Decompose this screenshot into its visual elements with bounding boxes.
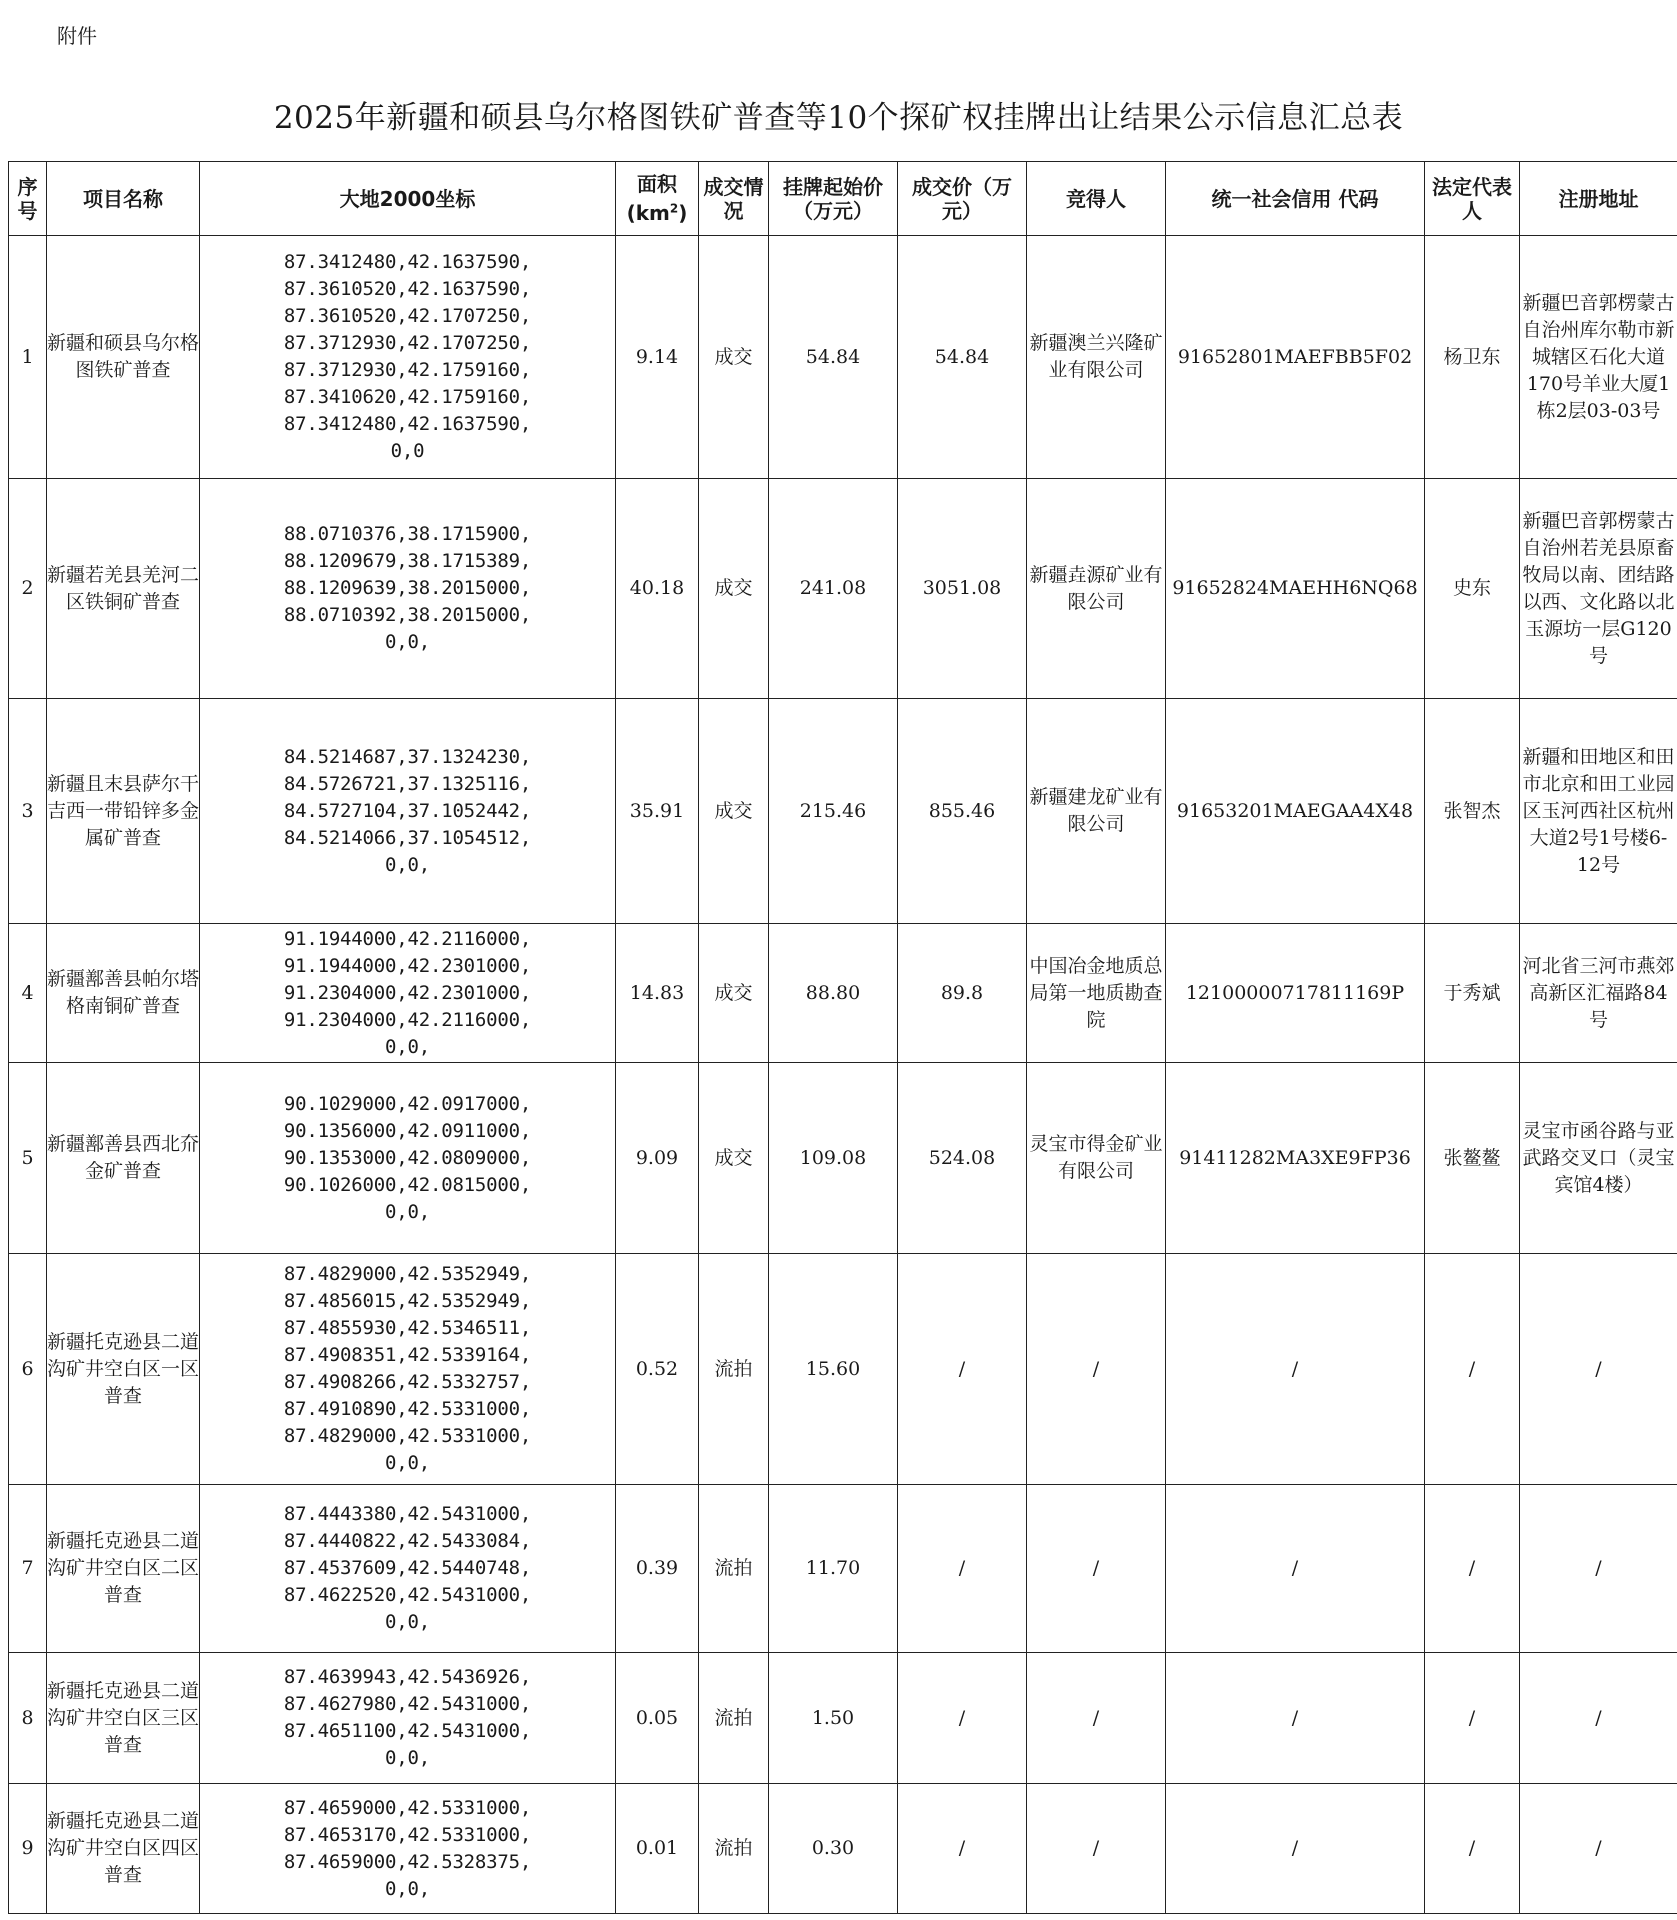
row-coordinates <box>200 924 616 1063</box>
header-winner: 竞得人 <box>1027 162 1166 236</box>
coordinate-line: 87.4627980,42.5431000, <box>283 1693 532 1715</box>
coordinate-line: 87.3610520,42.1707250, <box>283 305 532 327</box>
row-status: 流拍 <box>699 1784 769 1914</box>
header-project: 项目名称 <box>47 162 200 236</box>
results-table <box>8 161 1677 1914</box>
coordinate-line: 91.2304000,42.2116000, <box>283 1008 532 1031</box>
row-status: 成交 <box>699 699 769 924</box>
coordinate-line: 87.4908351,42.5339164, <box>283 1344 532 1366</box>
row-area: 0.05 <box>616 1653 699 1784</box>
row-status: 成交 <box>699 479 769 699</box>
header-area-unit: $(km^2)$ <box>626 200 688 225</box>
coordinate-line: 87.4653170,42.5331000, <box>283 1823 532 1846</box>
coordinate-line: 0,0, <box>385 1747 430 1769</box>
coordinate-line: 91.2304000,42.2301000, <box>283 981 532 1004</box>
row-winner: / <box>1027 1485 1166 1653</box>
row-deal-price: / <box>898 1784 1027 1914</box>
table-row <box>9 1254 1677 1485</box>
row-credit-code: / <box>1166 1254 1425 1485</box>
row-address: 新疆巴音郭楞蒙古自治州库尔勒市新城辖区石化大道170号羊业大厦1栋2层03-03号 <box>1520 236 1677 479</box>
row-area: 0.01 <box>616 1784 699 1914</box>
row-project-name: 新疆托克逊县二道沟矿井空白区三区普查 <box>47 1653 200 1784</box>
row-start-price: 54.84 <box>769 236 898 479</box>
row-start-price: 88.80 <box>769 924 898 1063</box>
row-credit-code: 91652824MAEHH6NQ68 <box>1166 479 1425 699</box>
row-project-name: 新疆若羌县羌河二区铁铜矿普查 <box>47 479 200 699</box>
row-address: / <box>1520 1254 1677 1485</box>
row-coordinates <box>200 1063 616 1254</box>
row-coordinates <box>200 479 616 699</box>
row-credit-code: / <box>1166 1653 1425 1784</box>
row-project-name: 新疆且末县萨尔干吉西一带铅锌多金属矿普查 <box>47 699 200 924</box>
row-start-price: 15.60 <box>769 1254 898 1485</box>
row-area: 9.09 <box>616 1063 699 1254</box>
coordinate-line: 0,0, <box>385 1611 430 1633</box>
row-coordinates <box>200 1653 616 1784</box>
row-legal-rep: 张鳌鳌 <box>1425 1063 1520 1254</box>
row-seq: 3 <box>9 699 47 924</box>
row-seq: 4 <box>9 924 47 1063</box>
row-seq: 8 <box>9 1653 47 1784</box>
table-row <box>9 699 1677 924</box>
row-address: / <box>1520 1784 1677 1914</box>
coordinate-line: 84.5214066,37.1054512, <box>283 826 532 849</box>
header-area-label: 面积 <box>637 172 677 197</box>
attachment-label: 附件 <box>57 24 97 48</box>
header-start-price: 挂牌起始价（万元） <box>769 162 898 236</box>
row-seq: 6 <box>9 1254 47 1485</box>
row-project-name: 新疆托克逊县二道沟矿井空白区二区普查 <box>47 1485 200 1653</box>
table-row <box>9 1063 1677 1254</box>
coordinate-line: 88.0710376,38.1715900, <box>283 523 532 545</box>
row-status: 流拍 <box>699 1485 769 1653</box>
table-row <box>9 479 1677 699</box>
coordinate-line: 87.4659000,42.5331000, <box>283 1796 532 1819</box>
row-seq: 2 <box>9 479 47 699</box>
coordinate-line: 87.4829000,42.5352949, <box>283 1263 532 1285</box>
row-credit-code: 91653201MAEGAA4X48 <box>1166 699 1425 924</box>
row-credit-code: 91411282MA3XE9FP36 <box>1166 1063 1425 1254</box>
header-deal-price: 成交价（万元） <box>898 162 1027 236</box>
coordinate-line: 87.4440822,42.5433084, <box>283 1530 532 1552</box>
row-address: 新疆和田地区和田市北京和田工业园区玉河西社区杭州大道2号1号楼6-12号 <box>1520 699 1677 924</box>
coordinate-line: 87.4443380,42.5431000, <box>283 1503 532 1525</box>
header-coords: 大地2000坐标 <box>200 162 616 236</box>
table-row <box>9 1653 1677 1784</box>
row-seq: 9 <box>9 1784 47 1914</box>
row-winner: / <box>1027 1254 1166 1485</box>
row-legal-rep: / <box>1425 1653 1520 1784</box>
coordinate-line: 87.4622520,42.5431000, <box>283 1584 532 1606</box>
coordinate-line: 84.5727104,37.1052442, <box>283 799 532 822</box>
coordinate-line: 87.3412480,42.1637590, <box>283 413 532 435</box>
row-project-name: 新疆鄯善县帕尔塔格南铜矿普查 <box>47 924 200 1063</box>
header-status: 成交情况 <box>699 162 769 236</box>
row-address: / <box>1520 1653 1677 1784</box>
table-row <box>9 924 1677 1063</box>
coordinate-line: 87.3712930,42.1759160, <box>283 359 532 381</box>
header-credit-code: 统一社会信用 代码 <box>1166 162 1425 236</box>
row-deal-price: / <box>898 1485 1027 1653</box>
coordinate-line: 88.0710392,38.2015000, <box>283 604 532 626</box>
coordinate-line: 87.3412480,42.1637590, <box>283 251 532 273</box>
row-credit-code: / <box>1166 1485 1425 1653</box>
coordinate-line: 0,0, <box>385 1877 430 1900</box>
row-coordinates <box>200 1784 616 1914</box>
coordinate-line: 0,0, <box>385 631 430 653</box>
row-project-name: 新疆和硕县乌尔格图铁矿普查 <box>47 236 200 479</box>
coordinate-line: 88.1209639,38.2015000, <box>283 577 532 599</box>
coordinate-line: 0,0, <box>385 1200 430 1223</box>
header-seq: 序号 <box>9 162 47 236</box>
coordinate-line: 90.1353000,42.0809000, <box>283 1146 532 1169</box>
row-project-name: 新疆托克逊县二道沟矿井空白区一区普查 <box>47 1254 200 1485</box>
row-area: 0.39 <box>616 1485 699 1653</box>
coordinate-line: 0,0, <box>385 853 430 876</box>
coordinate-line: 87.3410620,42.1759160, <box>283 386 532 408</box>
coordinate-line: 84.5726721,37.1325116, <box>283 772 532 795</box>
table-row <box>9 236 1677 479</box>
row-winner: 新疆建龙矿业有限公司 <box>1027 699 1166 924</box>
row-area: 9.14 <box>616 236 699 479</box>
row-status: 成交 <box>699 1063 769 1254</box>
row-status: 流拍 <box>699 1653 769 1784</box>
coordinate-line: 87.4855930,42.5346511, <box>283 1317 532 1339</box>
header-row <box>9 162 1677 236</box>
row-deal-price: / <box>898 1653 1027 1784</box>
row-project-name: 新疆托克逊县二道沟矿井空白区四区普查 <box>47 1784 200 1914</box>
row-legal-rep: 杨卫东 <box>1425 236 1520 479</box>
coordinate-line: 87.4829000,42.5331000, <box>283 1425 532 1447</box>
row-address: 新疆巴音郭楞蒙古自治州若羌县原畜牧局以南、团结路以西、文化路以北玉源坊一层G120号 <box>1520 479 1677 699</box>
coordinate-line: 87.4651100,42.5431000, <box>283 1720 532 1742</box>
row-start-price: 241.08 <box>769 479 898 699</box>
header-address: 注册地址 <box>1520 162 1677 236</box>
row-winner: 新疆澳兰兴隆矿业有限公司 <box>1027 236 1166 479</box>
coordinate-line: 90.1026000,42.0815000, <box>283 1173 532 1196</box>
row-legal-rep: / <box>1425 1485 1520 1653</box>
row-credit-code: / <box>1166 1784 1425 1914</box>
row-area: 40.18 <box>616 479 699 699</box>
coordinate-line: 87.3712930,42.1707250, <box>283 332 532 354</box>
row-address: / <box>1520 1485 1677 1653</box>
row-coordinates <box>200 236 616 479</box>
row-legal-rep: 张智杰 <box>1425 699 1520 924</box>
coordinate-line: 87.4856015,42.5352949, <box>283 1290 532 1312</box>
row-status: 成交 <box>699 924 769 1063</box>
row-coordinates <box>200 699 616 924</box>
row-deal-price: 3051.08 <box>898 479 1027 699</box>
coordinate-line: 0,0, <box>385 1452 430 1474</box>
row-status: 流拍 <box>699 1254 769 1485</box>
row-start-price: 0.30 <box>769 1784 898 1914</box>
row-legal-rep: 史东 <box>1425 479 1520 699</box>
row-start-price: 109.08 <box>769 1063 898 1254</box>
table-row <box>9 1485 1677 1653</box>
coordinate-line: 88.1209679,38.1715389, <box>283 550 532 572</box>
row-deal-price: 89.8 <box>898 924 1027 1063</box>
coordinate-line: 0,0 <box>390 440 425 462</box>
row-address: 灵宝市函谷路与亚武路交叉口（灵宝宾馆4楼） <box>1520 1063 1677 1254</box>
header-area <box>616 162 699 236</box>
coordinate-line: 90.1029000,42.0917000, <box>283 1092 532 1115</box>
row-legal-rep: 于秀斌 <box>1425 924 1520 1063</box>
row-winner: 中国冶金地质总局第一地质勘查院 <box>1027 924 1166 1063</box>
row-start-price: 11.70 <box>769 1485 898 1653</box>
table-row <box>9 1784 1677 1914</box>
row-legal-rep: / <box>1425 1254 1520 1485</box>
row-area: 35.91 <box>616 699 699 924</box>
row-address: 河北省三河市燕郊高新区汇福路84号 <box>1520 924 1677 1063</box>
row-deal-price: / <box>898 1254 1027 1485</box>
coordinate-line: 87.4910890,42.5331000, <box>283 1398 532 1420</box>
row-start-price: 1.50 <box>769 1653 898 1784</box>
row-seq: 5 <box>9 1063 47 1254</box>
row-deal-price: 855.46 <box>898 699 1027 924</box>
row-project-name: 新疆鄯善县西北夼金矿普查 <box>47 1063 200 1254</box>
coordinate-line: 87.4537609,42.5440748, <box>283 1557 532 1579</box>
row-winner: 新疆垚源矿业有限公司 <box>1027 479 1166 699</box>
row-coordinates <box>200 1485 616 1653</box>
row-credit-code: 91652801MAEFBB5F02 <box>1166 236 1425 479</box>
row-status: 成交 <box>699 236 769 479</box>
row-deal-price: 524.08 <box>898 1063 1027 1254</box>
row-credit-code: 12100000717811169P <box>1166 924 1425 1063</box>
row-start-price: 215.46 <box>769 699 898 924</box>
coordinate-line: 91.1944000,42.2116000, <box>283 927 532 950</box>
row-winner: / <box>1027 1653 1166 1784</box>
coordinate-line: 87.4639943,42.5436926, <box>283 1666 532 1688</box>
row-coordinates <box>200 1254 616 1485</box>
coordinate-line: 87.4659000,42.5328375, <box>283 1850 532 1873</box>
row-seq: 7 <box>9 1485 47 1653</box>
row-winner: 灵宝市得金矿业有限公司 <box>1027 1063 1166 1254</box>
header-legal-rep: 法定代表人 <box>1425 162 1520 236</box>
coordinate-line: 84.5214687,37.1324230, <box>283 745 532 768</box>
row-seq: 1 <box>9 236 47 479</box>
row-legal-rep: / <box>1425 1784 1520 1914</box>
row-winner: / <box>1027 1784 1166 1914</box>
row-deal-price: 54.84 <box>898 236 1027 479</box>
coordinate-line: 87.3610520,42.1637590, <box>283 278 532 300</box>
coordinate-line: 0,0, <box>385 1035 430 1058</box>
coordinate-line: 87.4908266,42.5332757, <box>283 1371 532 1393</box>
document-title: 2025年新疆和硕县乌尔格图铁矿普查等10个探矿权挂牌出让结果公示信息汇总表 <box>273 100 1404 136</box>
row-area: 0.52 <box>616 1254 699 1485</box>
coordinate-line: 90.1356000,42.0911000, <box>283 1119 532 1142</box>
coordinate-line: 91.1944000,42.2301000, <box>283 954 532 977</box>
row-area: 14.83 <box>616 924 699 1063</box>
